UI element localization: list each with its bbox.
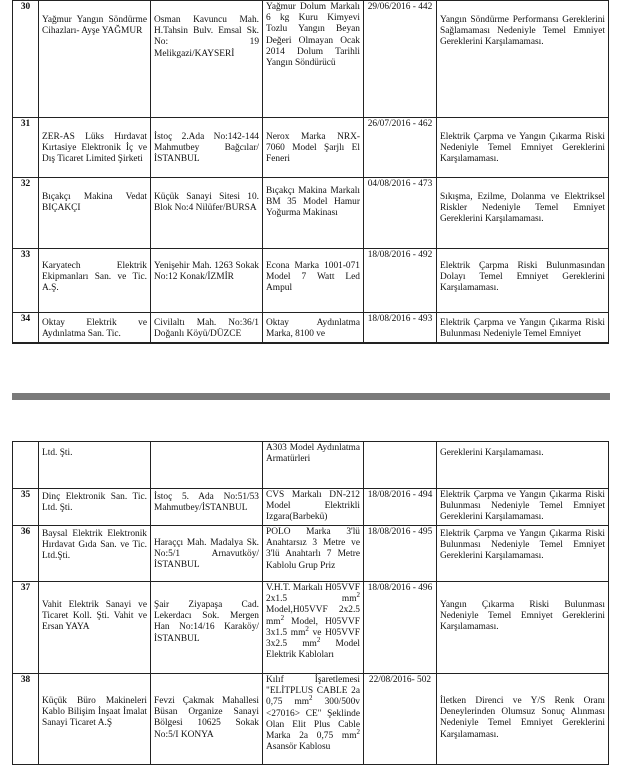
firm-name: Ltd. Şti. — [39, 442, 151, 489]
row-number: 37 — [13, 582, 39, 674]
product-description: POLO Marka 3'lü Anahtarsız 3 Metre ve 3'lü Anahtarlı 7 Metre Kablolu Grup Priz — [263, 526, 364, 582]
decision-date: 04/08/2016 - 473 — [364, 178, 437, 249]
ban-reason: Gereklerini Karşılamaması. — [437, 442, 609, 489]
row-number: 36 — [13, 526, 39, 582]
decision-date: 18/08/2016 - 493 — [364, 313, 437, 343]
decision-date: 18/08/2016 - 495 — [364, 526, 437, 582]
table-row — [13, 313, 609, 343]
decision-date: 26/07/2016 - 462 — [364, 118, 437, 178]
decision-date: 18/08/2016 - 492 — [364, 249, 437, 313]
table-row — [13, 526, 609, 582]
table-row — [13, 1, 609, 118]
product-description: Oktay Aydınlatma Marka, 8100 ve — [263, 313, 364, 343]
firm-name: Dinç Elektronik San. Tic. Ltd. Şti. — [39, 489, 151, 526]
firm-name: Karyatech Elektrik Ekipmanları San. ve Tic. A.Ş. — [39, 249, 151, 313]
product-description: Yağmur Dolum Markalı 6 kg Kuru Kimyevi Tozlu Yangın Beyan Değeri Olmayan Ocak 2014 Dolum Tarihli Yangın Söndürücü — [263, 1, 364, 118]
firm-address: Civilaltı Mah. No:36/1 Doğanlı Köyü/DÜZCE — [151, 313, 263, 343]
firm-address: Osman Kavuncu Mah. H.Tahsin Bulv. Emsal Sk. No: 19 Melikgazi/KAYSERİ — [151, 1, 263, 118]
decision-date: 18/08/2016 - 494 — [364, 489, 437, 526]
decision-date: 22/08/2016- 502 — [364, 674, 437, 765]
table-row — [13, 118, 609, 178]
firm-name: Vahit Elektrik Sanayi ve Ticaret Koll. Şti. Vahit ve Ersan YAYA — [39, 582, 151, 674]
unit-superscript: 2 — [305, 624, 309, 633]
firm-name: Oktay Elektrik ve Aydınlatma San. Tic. — [39, 313, 151, 343]
unit-superscript: 2 — [356, 591, 360, 600]
table-row — [13, 489, 609, 526]
product-description: A303 Model Aydınlatma Armatürleri — [263, 442, 364, 489]
firm-address: Küçük Sanayi Sitesi 10. Blok No:4 Nilüfer/BURSA — [151, 178, 263, 249]
ban-reason: Yangın Çıkarma Riski Bulunması Nedeniyle Temel Emniyet Gereklerini Karşılamaması. — [437, 582, 609, 674]
row-number: 33 — [13, 249, 39, 313]
product-description: Nerox Marka NRX-7060 Model Şarjlı El Feneri — [263, 118, 364, 178]
row-number: 34 — [13, 313, 39, 343]
product-description: V.H.T. Markalı H05VVF 2x1.5 $mm^2$ Model,H05VVF 2x2.5 $mm^2$ Model, H05VVF 3x1.5 $mm^2$ ve H05VVF 3x2.5 $mm^2$ Model Elektrik Kabloları — [263, 582, 364, 674]
ban-reason: Elektrik Çarpma ve Yangın Çıkarma Riski Nedeniyle Temel Emniyet Gereklerini Karşılamaması. — [437, 118, 609, 178]
product-table-page-2 — [12, 441, 609, 765]
ban-reason: İletken Direnci ve Y/S Renk Oranı Deneylerinden Olumsuz Sonuç Alınması Nedeniyle Temel Emniyet Gereklerini Karşılamaması. — [437, 674, 609, 765]
firm-address: Şair Ziyapaşa Cad. Lekerdacı Sok. Mergen Han No:14/16 Karaköy/İSTANBUL — [151, 582, 263, 674]
row-number: 38 — [13, 674, 39, 765]
ban-reason: Elektrik Çarpma ve Yangın Çıkarma Riski Bulunması Nedeniyle Temel Emniyet Gereklerini Karşılamaması. — [437, 526, 609, 582]
firm-name: Baysal Elektrik Elektronik Hırdavat Gıda San. ve Tic. Ltd.Şti. — [39, 526, 151, 582]
product-description: CVS Markalı DN-212 Model Elektrikli Izgara(Barbekü) — [263, 489, 364, 526]
ban-reason: Sıkışma, Ezilme, Dolanma ve Elektriksel Riskler Nedeniyle Temel Emniyet Gereklerini Karşılamaması. — [437, 178, 609, 249]
table-row — [13, 674, 609, 765]
table-row — [13, 249, 609, 313]
product-description: Econa Marka 1001-071 Model 7 Watt Led Ampul — [263, 249, 364, 313]
decision-date: 18/08/2016 - 496 — [364, 582, 437, 674]
ban-reason: Elektrik Çarpma ve Yangın Çıkarma Riski Bulunması Nedeniyle Temel Emniyet — [437, 313, 609, 343]
product-description: Bıçakçı Makina Markalı BM 35 Model Hamur Yoğurma Makinası — [263, 178, 364, 249]
firm-name: Küçük Büro Makineleri Kablo Bilişim İnşaat İmalat Sanayi Ticaret A.Ş — [39, 674, 151, 765]
firm-address: Yenişehir Mah. 1263 Sokak No:12 Konak/İZMİR — [151, 249, 263, 313]
table-row-continuation — [13, 442, 609, 489]
decision-date: 29/06/2016 - 442 — [364, 1, 437, 118]
row-number: 31 — [13, 118, 39, 178]
product-description: Kılıf İşaretlemesi "ELİTPLUS CABLE 2a 0,75 $mm^2$ 300/500v <27016> CE" Şeklinde Olan Elit Plus Cable Marka 2a 0,75 $mm^2$ Asansör Kablosu — [263, 674, 364, 765]
unit-superscript: 2 — [356, 727, 360, 736]
product-table-page-1 — [12, 0, 609, 344]
row-number: 30 — [13, 1, 39, 118]
firm-name: Yağmur Yangın Söndürme Cihazları- Ayşe YAĞMUR — [39, 1, 151, 118]
row-number: 35 — [13, 489, 39, 526]
page-break-divider — [12, 393, 610, 400]
firm-address: Fevzi Çakmak Mahallesi Büsan Organize Sanayi Bölgesi 10625 Sokak No:5/I KONYA — [151, 674, 263, 765]
unit-superscript: 2 — [280, 613, 285, 622]
firm-address: Haraççı Mah. Madalya Sk. No:5/1 Arnavutköy/İSTANBUL — [151, 526, 263, 582]
ban-reason: Yangın Söndürme Performansı Gereklerini Sağlamaması Nedeniyle Temel Emniyet Gereklerini Karşılamaması. — [437, 1, 609, 118]
firm-name: ZER-AS Lüks Hırdavat Kırtasiye Elektronik İç ve Dış Ticaret Limited Şirketi — [39, 118, 151, 178]
unit-superscript: 2 — [309, 694, 313, 703]
row-number: 32 — [13, 178, 39, 249]
firm-address: İstoç 2.Ada No:142-144 Mahmutbey Bağcılar/İSTANBUL — [151, 118, 263, 178]
table-row — [13, 178, 609, 249]
ban-reason: Elektrik Çarpma Riski Bulunmasından Dolayı Temel Emniyet Gereklerini Karşılamaması. — [437, 249, 609, 313]
firm-name: Bıçakçı Makina Vedat BIÇAKÇI — [39, 178, 151, 249]
ban-reason: Elektrik Çarpma ve Yangın Çıkarma Riski Bulunması Nedeniyle Temel Emniyet Gereklerini Karşılamaması. — [437, 489, 609, 526]
table-row — [13, 582, 609, 674]
firm-address: İstoç 5. Ada No:51/53 Mahmutbey/İSTANBUL — [151, 489, 263, 526]
unit-superscript: 2 — [316, 635, 321, 644]
